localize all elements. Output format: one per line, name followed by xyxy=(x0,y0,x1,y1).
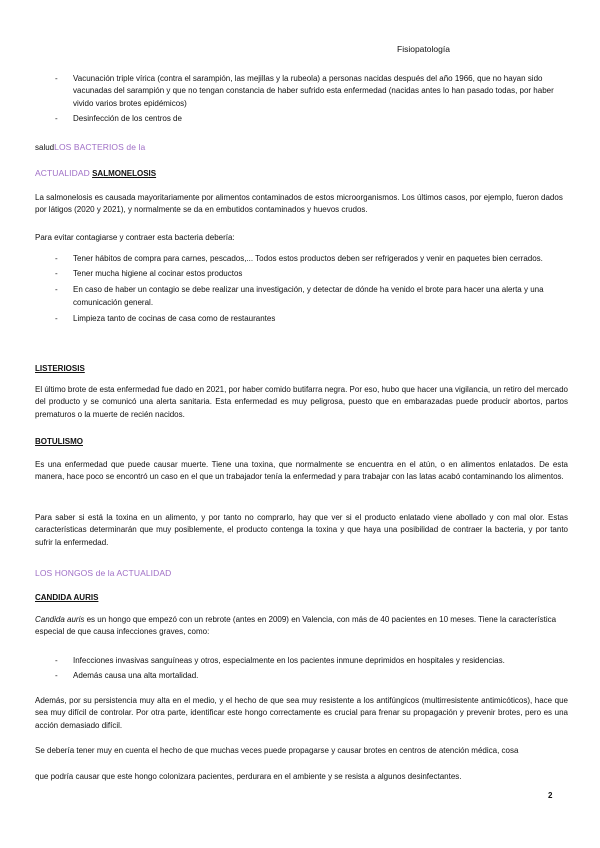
subheading-salmonelosis: SALMONELOSIS xyxy=(92,169,157,178)
candida-list xyxy=(35,655,568,686)
list-item: - Tener hábitos de compra para carnes, pescados,... Todos estos productos deben ser refrigerados y venir en paquetes bien cerrados. xyxy=(35,253,568,265)
section-heading-fungi: LOS HONGOS de la ACTUALIDAD xyxy=(35,568,172,578)
section-heading-bacteria: LOS BACTERIOS de la xyxy=(54,142,146,152)
candida-paragraph-3b: que podría causar que este hongo colonizara pacientes, perdurara en el ambiente y se resista a algunos desinfectantes. xyxy=(35,772,462,781)
page-number: 2 xyxy=(548,791,553,800)
top-bullet-list xyxy=(35,73,568,129)
bacteria-heading-line-2 xyxy=(35,167,568,180)
list-item: - En caso de haber un contagio se debe realizar una investigación, y detectar de dónde ha venido el brote para hacer una alerta y una xyxy=(35,284,568,296)
list-item: - Desinfección de los centros de xyxy=(35,113,568,125)
listeriosis-paragraph: El último brote de esta enfermedad fue dado en 2021, por haber comido butifarra negra. Por eso, hubo que hacer una vigilancia, un retiro del mercado del producto y se comunicó una alerta sanitaria. Esta enfermedad es muy peligrosa, puesto que en embarazadas puede producir abortos, partos prematuros o la muerte de recién nacidos. xyxy=(35,385,568,419)
subheading-candida-auris: CANDIDA AURIS xyxy=(35,593,99,602)
salmonelosis-paragraph: La salmonelosis es causada mayoritariamente por alimentos contaminados de estos microorganismos. Los últimos casos, por ejemplo, fueron dados por látigos (2020 y 2021), y normalmente se da en embutidos contaminados y huevos crudos. xyxy=(35,193,563,215)
bacteria-heading-line xyxy=(35,141,568,154)
list-item: - Vacunación triple vírica (contra el sarampión, las mejillas y la rubeola) a personas nacidas después del año 1966, que no hayan sido vacunadas del sarampión y que no tengan constancia de haber sufrido esta enfermedad (nacidas antes lo han pasado todas, por haber vivido varios brotes epidémicos) xyxy=(35,73,568,110)
candida-name: Candida auris xyxy=(35,615,85,624)
list-item: - Tener mucha higiene al cocinar estos productos xyxy=(35,268,568,280)
list-item: - Además causa una alta mortalidad. xyxy=(35,670,568,682)
salmonelosis-intro: Para evitar contagiarse y contraer esta bacteria debería: xyxy=(35,233,235,242)
list-continuation: comunicación general. xyxy=(73,298,154,308)
list-item: - Limpieza tanto de cocinas de casa como de restaurantes xyxy=(35,313,568,325)
candida-paragraph-3a: Se debería tener muy en cuenta el hecho de que muchas veces puede propagarse y causar brotes en centros de atención médica, cosa xyxy=(35,746,519,755)
list-item: - Infecciones invasivas sanguíneas y otros, especialmente en los pacientes inmune deprimidos en hospitales y residencias. xyxy=(35,655,568,667)
botulismo-paragraph-1: Es una enfermedad que puede causar muerte. Tiene una toxina, que normalmente se encuentra en el atún, o en alimentos enlatados. De esta manera, hace poco se encontró un caso en el que un trabajador tenía la enfermedad y para trabajar con las latas acabó contaminando los alimentos. xyxy=(35,460,568,482)
subheading-botulismo: BOTULISMO xyxy=(35,437,83,446)
candida-paragraph-text: es un hongo que empezó con un rebrote (antes en 2009) en Valencia, con más de 40 pacientes en 10 meses. Tiene la característica especial de que causa infecciones graves, como: xyxy=(35,615,557,637)
subheading-listeriosis: LISTERIOSIS xyxy=(35,364,85,373)
salmonelosis-list xyxy=(35,253,568,328)
heading-prefix: salud xyxy=(35,143,55,152)
botulismo-paragraph-2: Para saber si está la toxina en un alimento, y por tanto no comprarlo, hay que ver si el producto enlatado viene abollado y con mal olor. Estas características determinarán que muy posiblemente, el producto contenga la toxina y que haya una posibilidad de contraer la bacteria, y por tanto sufrir la enfermedad. xyxy=(35,513,568,547)
fungi-heading-line xyxy=(35,567,568,580)
candida-paragraph-2: Además, por su persistencia muy alta en el medio, y el hecho de que sea muy resistente a los antifúngicos (multirresistente antimicóticos), hace que sea muy difícil de controlar. Por otra parte, identificar este hongo correctamente es crucial para frenar su propagación y prevenir brotes, pero es una acción demasiado difícil. xyxy=(35,696,568,730)
section-heading-bacteria-cont: ACTUALIDAD xyxy=(35,168,90,178)
candida-paragraph-1 xyxy=(35,614,568,639)
page-header-title: Fisiopatología xyxy=(397,44,450,54)
